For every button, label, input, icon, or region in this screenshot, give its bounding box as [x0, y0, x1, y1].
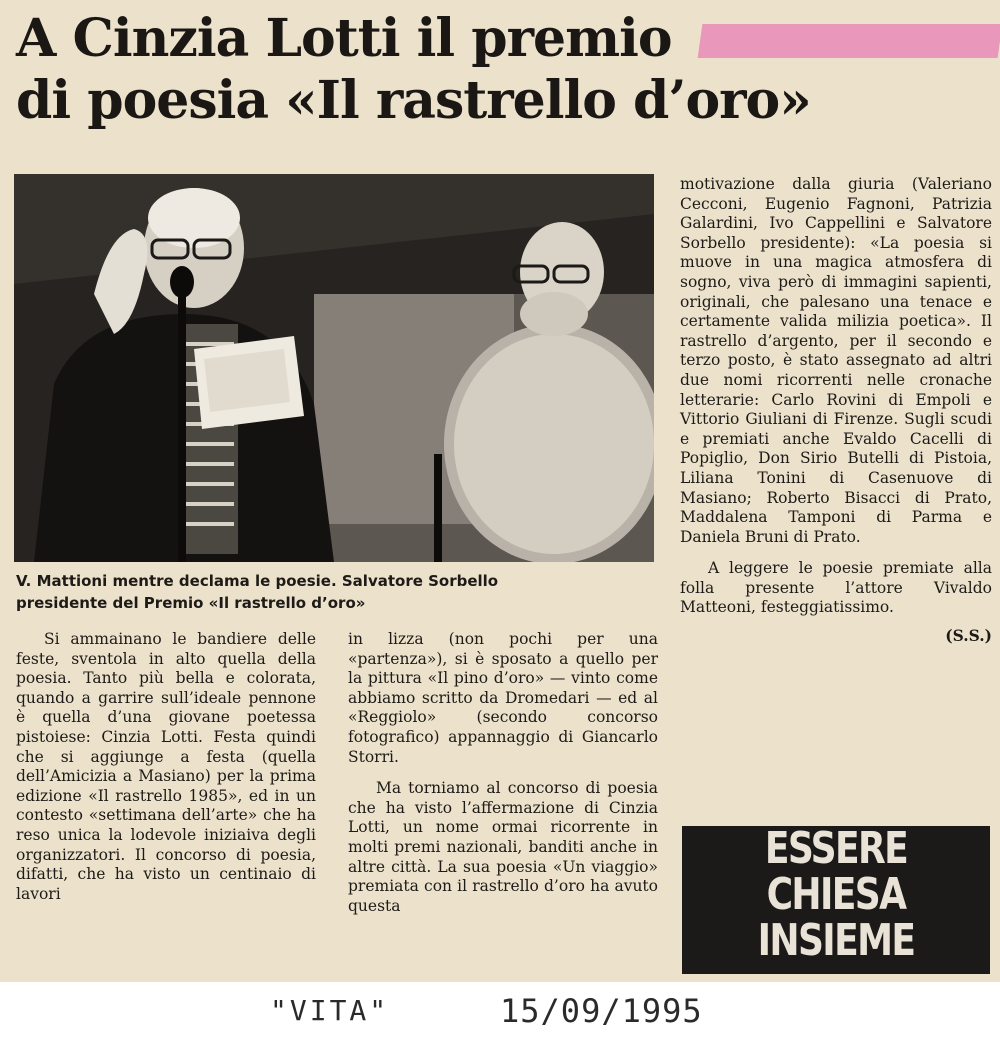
- column1-paragraph: Si ammainano le bandiere delle feste, sventola in alto quella della poesia. Tanto più bella e colorata, quando a garrire sull’ideale pennone è quella d’una giovane poetessa pistoiese: Cinzia Lotti. Festa quindi che si aggiunge a festa (quella dell’Amicizia a Masiano) per la prima edizione «Il rastrello 1985», ed in un contesto «settimana dell’arte» che ha reso unica la lodevole iniziaiva degli organizzatori. Il concorso di poesia, difatti, che ha visto un centinaio di lavori: [16, 630, 316, 903]
- article-column-2: [348, 630, 658, 916]
- column3-paragraph-2: A leggere le poesie premiate alla folla presente l’attore Vivaldo Matteoni, festeggiatissimo.: [680, 559, 992, 617]
- caption-line-2: presidente del Premio «Il rastrello d’oro»: [16, 594, 366, 612]
- article-column-3: [680, 175, 992, 646]
- article-photo: [14, 174, 654, 562]
- author-signature: (S.S.): [945, 626, 992, 646]
- headline-line-1: A Cinzia Lotti il premio: [16, 8, 672, 69]
- article-column-1: [16, 630, 316, 904]
- headline: [16, 8, 996, 132]
- headline-line-2: di poesia «Il rastrello d’oro»: [16, 70, 811, 131]
- banner-line-2: CHIESA: [766, 869, 906, 920]
- handwritten-source: "VITA": [270, 994, 390, 1027]
- column2-paragraph-1: in lizza (non pochi per una «partenza»), si è sposato a quello per la pittura «Il pino d’oro» — vinto come abbiamo scritto da Dromedari — ed al «Reggiolo» (secondo concorso fotografico) appannaggio di Giancarlo Storri.: [348, 630, 658, 766]
- banner-line-3: INSIEME: [757, 915, 915, 966]
- photo-illustration: [14, 174, 654, 562]
- caption-line-1: V. Mattioni mentre declama le poesie. Salvatore Sorbello: [16, 572, 499, 590]
- column2-paragraph-2: Ma torniamo al concorso di poesia che ha visto l’affermazione di Cinzia Lotti, un nome ormai ricorrente in molti premi nazionali, banditi anche in altre città. La sua poesia «Un viaggio» premiata con il rastrello d’oro ha avuto questa: [348, 779, 658, 915]
- banner-line-1: ESSERE: [764, 826, 908, 874]
- photo-caption: [16, 570, 656, 614]
- essere-chiesa-insieme-banner: [682, 826, 990, 974]
- column3-paragraph-1: motivazione dalla giuria (Valeriano Cecconi, Eugenio Fagnoni, Patrizia Galardini, Ivo Cappellini e Salvatore Sorbello presidente): «La poesia si muove in una magica atmosfera di sogno, viva però di immagini sapienti, originali, che palesano una tenace e certamente valida milizia poetica». Il rastrello d’argento, per il secondo e terzo posto, è stato assegnato ad altri due nomi ricorrenti nelle cronache letterarie: Carlo Rovini di Empoli e Vittorio Giuliani di Firenze. Sugli scudi e premiati anche Evaldo Cacelli di Popiglio, Don Sirio Butelli di Pistoia, Liliana Tonini di Casenuove di Masiano; Roberto Bisacci di Prato, Maddalena Tamponi di Parma e Daniela Bruni di Prato.: [680, 175, 992, 546]
- handwritten-date: 15/09/1995: [500, 992, 703, 1030]
